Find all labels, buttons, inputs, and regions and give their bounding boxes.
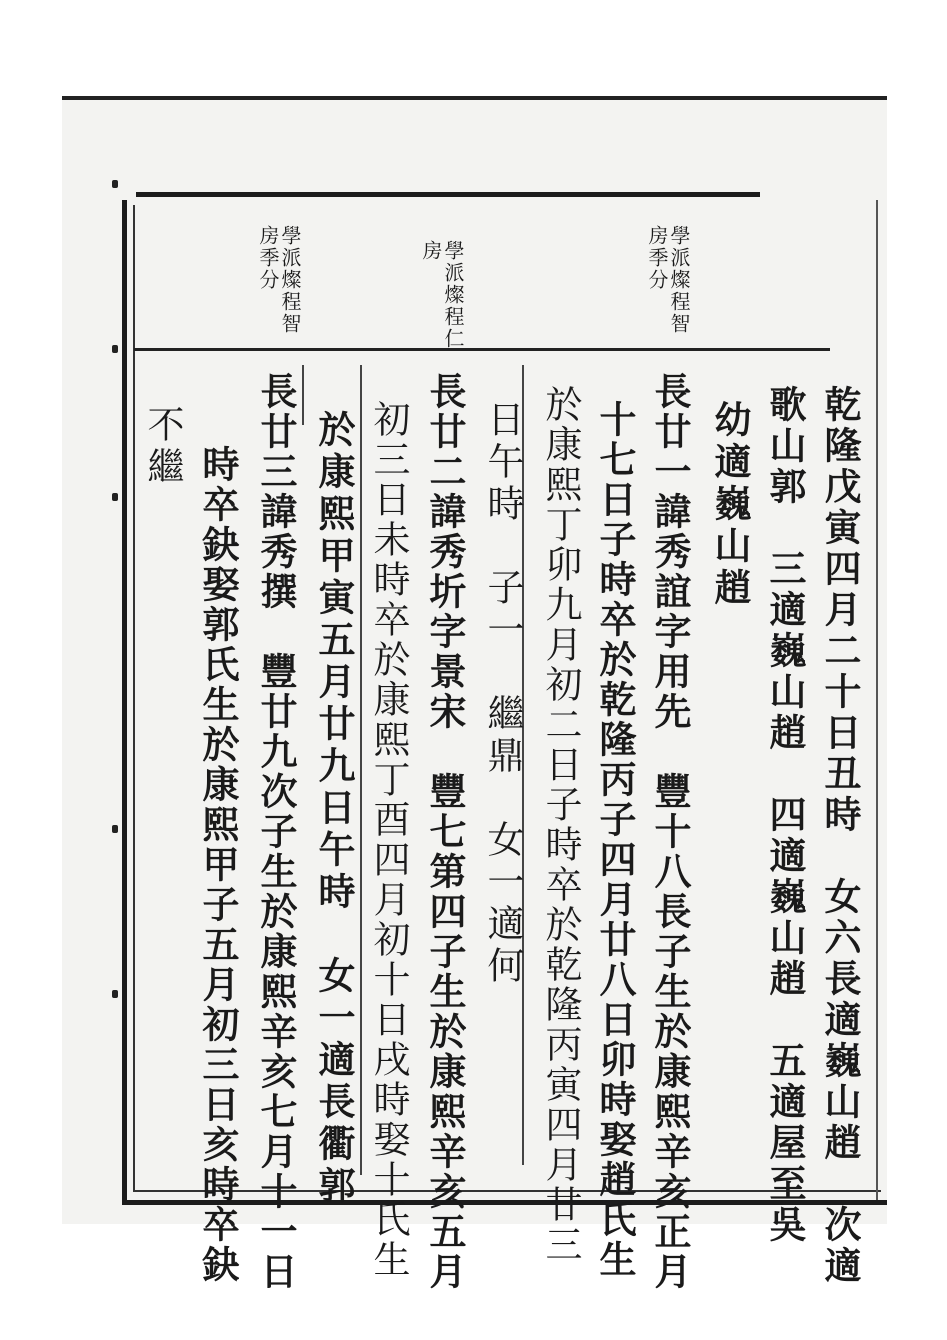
text-column: 於康熙甲寅五月廿九日午時 女一適長衢郭 [312, 410, 356, 1208]
text-column: 初三日未時卒於康熙丁酉四月初十日戌時娶十氏生 [367, 400, 410, 1280]
binding-hole [112, 180, 118, 188]
frame-top-border [136, 192, 760, 197]
text-column: 日午時 子一 繼鼎 女一適何 [481, 400, 524, 988]
column-rule [302, 365, 304, 425]
text-column: 於康熙丁卯九月初二日子時卒於乾隆丙寅四月廿三 [539, 385, 582, 1265]
text-column: 歌山郭 三適巍山趙 四適巍山趙 五適屋至吳 [763, 385, 807, 1246]
text-column: 十七日子時卒於乾隆丙子四月廿八日卯時娶趙氏生 [593, 400, 637, 1280]
header-column: 房 [419, 240, 443, 262]
text-column: 長廿二諱秀圻字景宋 豐七第四子生於康熙辛亥五月 [423, 372, 467, 1292]
text-column: 乾隆戊寅四月二十日丑時 女六長適巍山趙 次適 [818, 385, 862, 1287]
frame-right-border [876, 200, 878, 1200]
binding-hole [112, 345, 118, 353]
header-column: 房季分 [645, 225, 669, 291]
text-column: 時卒鈌娶郭氏生於康熙甲子五月初三日亥時卒鈌 [196, 445, 240, 1285]
binding-hole [112, 493, 118, 501]
text-column: 長廿三諱秀撰 豐廿九次子生於康熙辛亥七月十一日 [254, 372, 298, 1292]
header-column: 房季分 [256, 225, 280, 291]
header-column: 學派燦程智 [667, 225, 691, 335]
binding-hole [112, 825, 118, 833]
binding-hole [112, 990, 118, 998]
column-rule [360, 365, 362, 1175]
text-column: 不繼 [141, 405, 184, 489]
header-column: 學派燦程仁 [441, 240, 465, 350]
text-column: 幼適巍山趙 [708, 400, 752, 610]
text-column: 長廿一諱秀誼字用先 豐十八長子生於康熙辛亥正月 [648, 372, 692, 1292]
header-column: 學派燦程智 [278, 225, 302, 335]
header-divider [134, 348, 830, 351]
frame-inner-left-border [133, 205, 135, 1190]
